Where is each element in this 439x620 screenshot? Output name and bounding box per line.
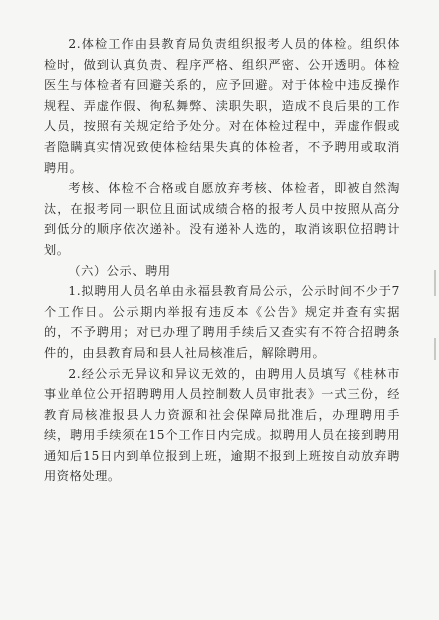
paragraph-physical-exam: 2.体检工作由县教育局负责组织报考人员的体检。组织体检时，做到认真负责、程序严格、组织严密、公开透明。体检医生与体检者有回避关系的，应予回避。对于体检中违反操作规程、弄虚作假、徇私舞弊、渎职失职，造成不良后果的工作人员，按照有关规定给予处分。对在体检过程中，弄虚作假或者隐瞒真实情况致使体检结果失真的体检者，不予聘用或取消聘用。 bbox=[44, 37, 400, 175]
paragraph-elimination: 考核、体检不合格或自愿放弃考核、体检者，即被自然淘汰，在报考同一职位且面试成绩合格的报考人员中按照从高分到低分的顺序依次递补。没有递补人选的，取消该职位招聘计划。 bbox=[44, 181, 400, 257]
scan-edge-mark bbox=[434, 338, 436, 360]
section-heading-publicity-hiring: （六）公示、聘用 bbox=[68, 263, 171, 278]
paragraph-publicity: 1.拟聘用人员名单由永福县教育局公示，公示时间不少于7个工作日。公示期内举报有违反本《公告》规定并查有实据的，不予聘用；对已办理了聘用手续后又查实有不符合招聘条件的，由县教育局和县人社局核准后，解除聘用。 bbox=[44, 284, 400, 360]
scan-edge-mark bbox=[434, 270, 436, 296]
document-body bbox=[44, 34, 400, 487]
paragraph-hiring-procedure: 2.经公示无异议和异议无效的，由聘用人员填写《桂林市事业单位公开招聘聘用人员控制数人员审批表》一式三份，经教育局核准报县人力资源和社会保障局批准后，办理聘用手续，聘用手续须在15个工作日内完成。拟聘用人员在接到聘用通知后15日内到单位报到上班，逾期不报到上班按自动放弃聘用资格处理。 bbox=[44, 366, 400, 484]
